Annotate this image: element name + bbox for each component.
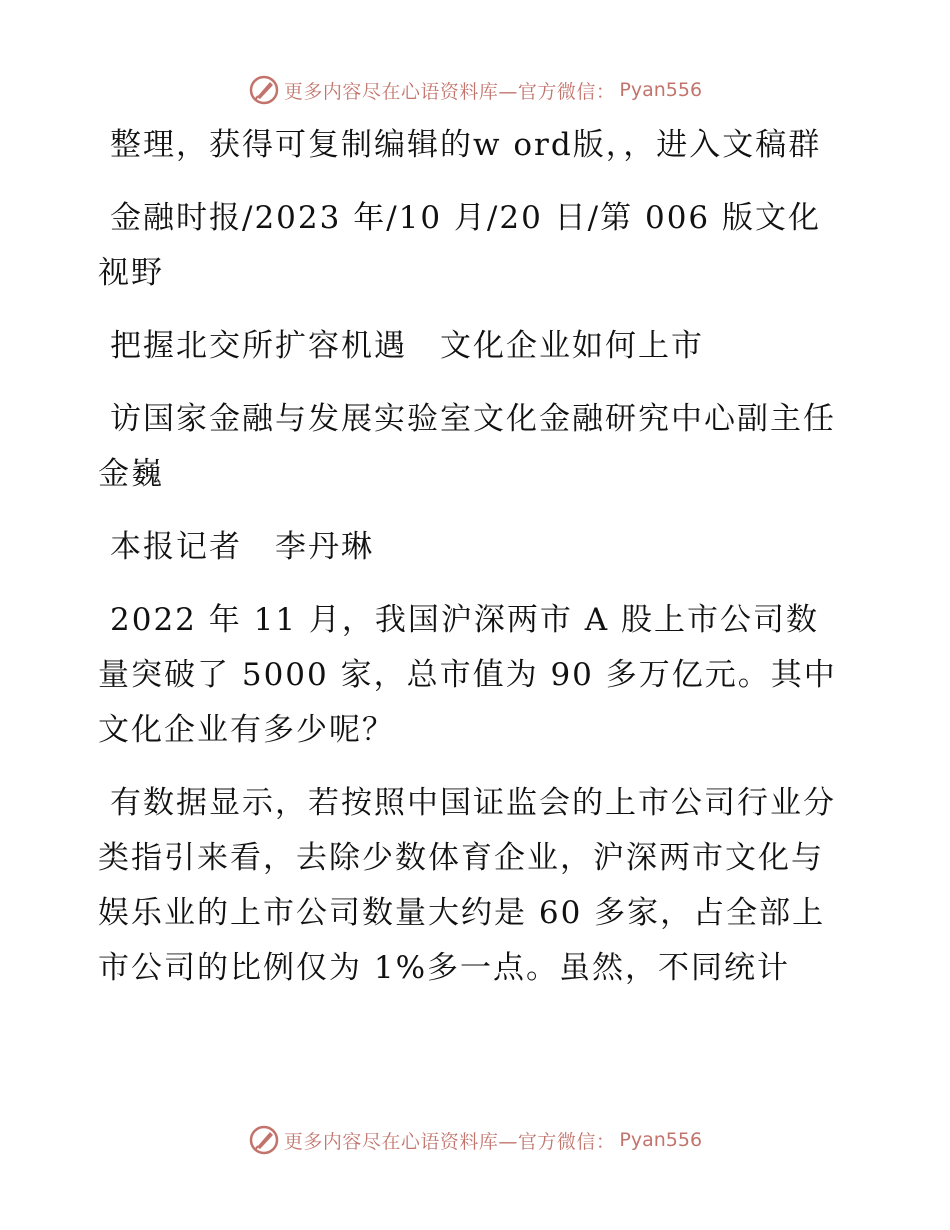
intro-note: 整理，获得可复制编辑的w ord版，，进入文稿群 bbox=[110, 127, 822, 163]
body-paragraph: 有数据显示，若按照中国证监会的上市公司行业分类指引来看，去除少数体育企业，沪深两市文化与娱乐业的上市公司数量大约是 60 多家，占全部上市公司的比例仅为 1%多一点。虽然，不同统计 bbox=[98, 785, 836, 986]
byline: 本报记者 李丹琳 bbox=[110, 529, 374, 565]
watermark-text: 更多内容尽在心语资料库—官方微信： bbox=[283, 1130, 616, 1153]
publication-info: 金融时报/2023 年/10 月/20 日/第 006 版文化视野 bbox=[98, 200, 822, 291]
quill-seal-icon bbox=[248, 74, 280, 106]
body-paragraph: 2022 年 11 月，我国沪深两市 A 股上市公司数量突破了 5000 家，总市值为 90 多万亿元。其中文化企业有多少呢？ bbox=[98, 602, 837, 748]
quill-seal-icon bbox=[248, 1124, 280, 1156]
watermark-wechat-id: Pyan556 bbox=[619, 79, 703, 101]
article-body bbox=[98, 118, 850, 1014]
watermark-header bbox=[0, 70, 950, 110]
watermark-wechat-id: Pyan556 bbox=[619, 1129, 703, 1151]
watermark-text: 更多内容尽在心语资料库—官方微信： bbox=[283, 80, 616, 103]
article-subtitle: 访国家金融与发展实验室文化金融研究中心副主任金巍 bbox=[98, 401, 836, 492]
article-title: 把握北交所扩容机遇 文化企业如何上市 bbox=[110, 328, 704, 364]
watermark-footer bbox=[0, 1120, 950, 1160]
